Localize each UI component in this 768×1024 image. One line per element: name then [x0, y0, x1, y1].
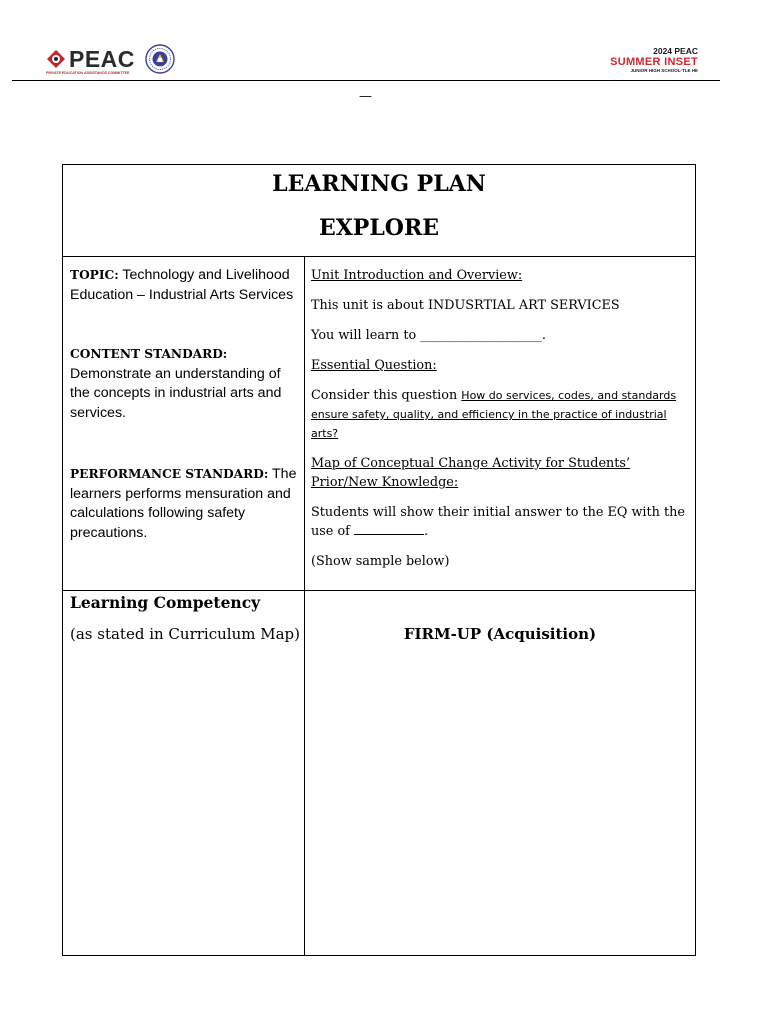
standards-cell	[70, 266, 300, 543]
event-title	[610, 47, 698, 74]
content-standard	[70, 345, 300, 423]
eq-heading: Essential Question:	[311, 358, 437, 373]
plan-title: LEARNING PLAN	[272, 171, 486, 197]
topic-text: Technology and Livelihood Education – Industrial Arts Services	[70, 267, 294, 303]
performance-standard-text: The learners performs mensuration and calculations following safety precautions.	[70, 466, 297, 541]
column-divider	[304, 257, 305, 955]
students-show	[311, 503, 689, 541]
unit-overview-cell	[311, 266, 689, 582]
blank-period: .	[423, 524, 429, 539]
eq-text: How do services, codes, and standards ensure safety, quality, and efficiency in the practice of industrial arts?	[311, 389, 677, 440]
peac-logo	[46, 42, 135, 76]
peac-logo-subtext: PRIVATE EDUCATION ASSISTANCE COMMITTEE	[46, 71, 130, 75]
topic	[70, 266, 300, 305]
event-level: JUNIOR HIGH SCHOOL-TLE HE	[630, 68, 698, 73]
unit-about: This unit is about INDUSRTIAL ART SERVICES	[311, 298, 620, 313]
performance-standard-label: PERFORMANCE STANDARD:	[70, 467, 269, 481]
header-divider	[12, 80, 720, 81]
firm-up-heading: FIRM-UP (Acquisition)	[403, 625, 597, 643]
unit-intro-heading: Unit Introduction and Overview:	[311, 268, 523, 283]
students-show-text: Students will show their initial answer to the EQ with the use of	[311, 505, 685, 539]
show-sample: (Show sample below)	[311, 554, 450, 569]
event-name: SUMMER INSET	[610, 56, 698, 68]
performance-standard	[70, 465, 300, 543]
topic-label: TOPIC:	[70, 268, 119, 282]
peac-logo-text: PEAC	[69, 46, 135, 72]
plan-subtitle: EXPLORE	[318, 215, 440, 241]
content-standard-text: Demonstrate an understanding of the concepts in industrial arts and services.	[70, 365, 282, 421]
event-year: 2024 PEAC	[653, 46, 698, 56]
answer-blank	[354, 523, 424, 535]
eq-prefix: Consider this question	[311, 388, 462, 403]
peac-mark-icon	[46, 49, 66, 69]
essential-question	[311, 386, 689, 443]
will-learn: You will learn to ___________________.	[311, 328, 546, 343]
dash-mark: —	[359, 89, 372, 104]
plan-title-row	[63, 165, 695, 257]
map-heading: Map of Conceptual Change Activity for Students’ Prior/New Knowledge:	[311, 456, 631, 490]
as-stated-note: (as stated in Curriculum Map)	[70, 625, 300, 643]
learning-competency-heading: Learning Competency	[70, 593, 261, 612]
row-divider	[63, 590, 695, 591]
learning-plan-table	[62, 164, 696, 956]
deped-seal-icon	[145, 44, 175, 74]
content-standard-label: CONTENT STANDARD:	[70, 347, 228, 361]
